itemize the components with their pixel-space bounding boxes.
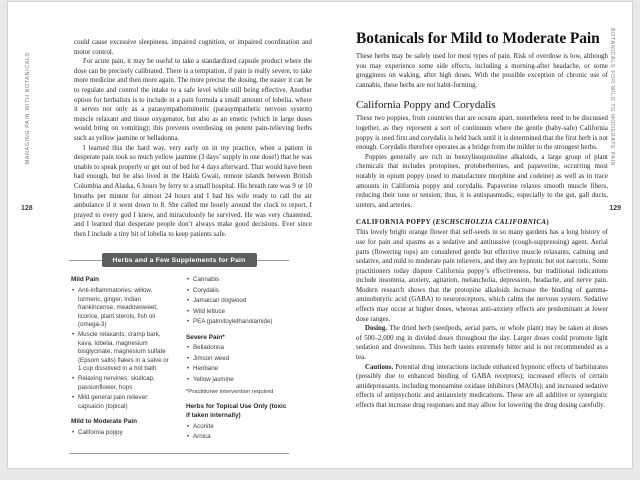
page-number-left: 128 bbox=[21, 205, 33, 212]
herb-list bbox=[186, 344, 287, 384]
dosing-label: Dosing. bbox=[365, 325, 388, 333]
body-paragraph: could cause excessive sleepiness, impaired cognition, or impaired coordination and motor control. bbox=[74, 39, 312, 56]
herb-box-header bbox=[69, 253, 289, 267]
list-item: • Jamaican dogwood bbox=[186, 297, 287, 305]
herb-box-right-column bbox=[186, 276, 287, 443]
book-spread bbox=[7, 1, 633, 469]
herb-list bbox=[71, 287, 172, 411]
section-heading: California Poppy and Corydalis bbox=[356, 99, 496, 112]
dosing-paragraph bbox=[356, 324, 608, 362]
cautions-paragraph bbox=[356, 363, 608, 411]
body-paragraph: Poppies generally are rich in benzylisoquinoline alkaloids, a large group of plant chemicals that includes protopines, protoberberines, and papaverine, occurring most notably in opium poppy (used to manufacture morphine and codeine) as well as in trace amounts in California poppy and corydalis. Papaverine relaxes smooth muscle fibers, reducing their tone or tension; thus, it is antispasmodic, especially to the gut, gall ducts, ureters, and arteries. bbox=[356, 153, 608, 209]
subsection-heading-text: ) bbox=[546, 219, 550, 227]
list-item: • Henbane bbox=[186, 365, 287, 373]
body-paragraph: For acute pain, it may be useful to take a standardized capsule product where the dose can be precisely calibrated. There is a temptation, if pain is really severe, to take more medicine and then more again. The more precise the dosing, the easier it can be to regulate and control the intake to a safe level while still being effective. Another option for herbalists is to include in a pain formula a small amount of lobelia, where it serves not only as a parasympathomimetic (parasympathetic nervous system) muscle relaxant and tissue oxygenator, but also as an emetic (which in large doses would bring on vomiting); this prevents overdosing on potent pain-relieving herbs such as yellow jasmine or belladonna. bbox=[74, 58, 312, 142]
list-item: • Arnica bbox=[186, 433, 287, 441]
page-title: Botanicals for Mild to Moderate Pain bbox=[356, 30, 600, 47]
herb-list bbox=[71, 429, 172, 437]
box-section-heading: Mild Pain bbox=[71, 276, 100, 284]
herb-box-columns bbox=[69, 276, 289, 443]
intro-paragraph: These herbs may be safely used for most types of pain. Risk of overdose is low, although you may experience some side effects, including a morning-after headache, or some grogginess on waking, after high doses. With the possible exception of chronic use of cannabis, these herbs are not habit-forming. bbox=[356, 53, 608, 89]
herb-list bbox=[186, 423, 287, 442]
running-head-right: BOTANICALS FOR MILD TO MODERATE PAIN bbox=[609, 28, 615, 167]
herb-list bbox=[186, 276, 287, 326]
cautions-text: Potential drug interactions include enhanced hypnotic effects of barbiturates (possibly due to enhanced binding of GABA receptors); increased effects of certain antidepressants, including monoamine oxidase inhibitors (MAOIs); and increased sedative effects of antipsychotic and antianxiety medications. These are all additive or synergistic effects that increase drug responses and may allow for lowering the drug dosing carefully. bbox=[356, 363, 608, 409]
list-item: • Cannabis bbox=[186, 276, 287, 284]
list-item: • Belladonna bbox=[186, 344, 287, 352]
list-item: • Anti-inflammatories: willow, turmeric, ginger, Indian frankincense, meadowsweet, licorice, plant sterols, fish oil (omega-3) bbox=[71, 287, 172, 329]
box-section-heading: Severe Pain* bbox=[186, 333, 225, 341]
box-section-heading: Mild to Moderate Pain bbox=[71, 418, 138, 426]
list-item: • California poppy bbox=[71, 429, 172, 437]
body-paragraph: This lovely bright orange flower that self-seeds in so many gardens has a long history of use for pain and spasms as a sedative and antitussive (cough-suppressing) agent. Aerial parts (flowering tops) are considered gentle but effective muscle relaxants, calming and sedative, and mild to moderate pain relievers, and they are hypnotic but not narcotic. Some practitioners today dispute California poppy’s effectiveness, but traditional indications include insomnia, anxiety, agitation, melancholia, depression, headache, and nerve pain. Modern research shows that the protopine alkaloids increase the binding of gamma-aminobutyric acid (GABA) to neuroreceptors, which calms the nervous system. Sedative effects may occur at higher doses, whereas anti-anxiety effects are predominant at lower dose ranges. bbox=[356, 229, 608, 323]
footnote: *Practitioner intervention required bbox=[186, 389, 274, 396]
herb-box-left-column bbox=[71, 276, 172, 443]
subsection-heading-text: CALIFORNIA POPPY ( bbox=[356, 219, 436, 227]
list-item: • Corydalis bbox=[186, 287, 287, 295]
herb-box-title: Herbs and a Few Supplements for Pain bbox=[102, 253, 257, 267]
box-section-heading: Herbs for Topical Use Only (toxic if taken internally) bbox=[186, 403, 287, 419]
list-item: • Aconite bbox=[186, 423, 287, 431]
body-paragraph: These two poppies, from countries that are oceans apart, nonetheless need to be discussed together, as they represent a sort of continuum where the gentle (baby-safe) California poppy is used first and corydalis is held back until it is determined that the first herb is not enough. Corydalis therefore operates as a bridge from the milder to the strongest herbs. bbox=[356, 115, 608, 152]
dosing-text: The dried herb (seedpods, aerial parts, or whole plant) may be taken at doses of 500–2,000 mg in divided doses throughout the day. Larger doses could promote light sedation and drowsiness. This herb tastes extremely bitter and is not recommended as a tea. bbox=[356, 325, 608, 362]
list-item: • Muscle relaxants: cramp bark, kava, lobelia, magnesium bisglycinate, magnesium sulfate (Epsom salts) flakes in a salve or 1 cup dissolved in a hot bath bbox=[71, 331, 172, 373]
body-paragraph: I learned this the hard way, very early on in my practice, when a patient in desperate pain took so much yellow jasmine (3 days’ supply in one dose!) that he was unable to speak properly or get out of bed for 4 days afterward. That would have been bad enough, but he also lived in the Haida Gwaii, remote islands between British Columbia and Alaska, 6 hours by ferry to a small hospital. His breath rate was 9 or 10 breaths per minute for almost 24 hours and I had his wife ready to call the air ambulance if it went down to 8. She called me hourly around the clock to report, I prayed to every god I knew, and miraculously he survived. He was very chastened, and I learned that desperate people don’t always make good decisions. Ever since then I include a tiny bit of lobelia to keep patients safe. bbox=[74, 144, 312, 238]
list-item: • Jimson weed bbox=[186, 355, 287, 363]
list-item: • PEA (palmitoylethanolamide) bbox=[186, 318, 287, 326]
list-item: • Wild lettuce bbox=[186, 308, 287, 316]
herb-box bbox=[69, 253, 289, 453]
list-item: • Mild general pain reliever: capsaicin (topical) bbox=[71, 394, 172, 411]
page-number-right: 129 bbox=[609, 205, 621, 212]
list-item: • Relaxing nervines: skullcap, passionflower, hops bbox=[71, 375, 172, 392]
cautions-label: Cautions. bbox=[365, 363, 394, 371]
list-item: • Yellow jasmine bbox=[186, 376, 287, 384]
running-head-left: MANAGING PAIN WITH BOTANICALS bbox=[25, 52, 31, 165]
divider-rule bbox=[69, 453, 289, 454]
left-page bbox=[71, 38, 312, 454]
right-page bbox=[356, 30, 608, 411]
species-name: ESCHSCHOLZIA CALIFORNICA bbox=[435, 219, 547, 227]
subsection-heading bbox=[356, 219, 608, 226]
